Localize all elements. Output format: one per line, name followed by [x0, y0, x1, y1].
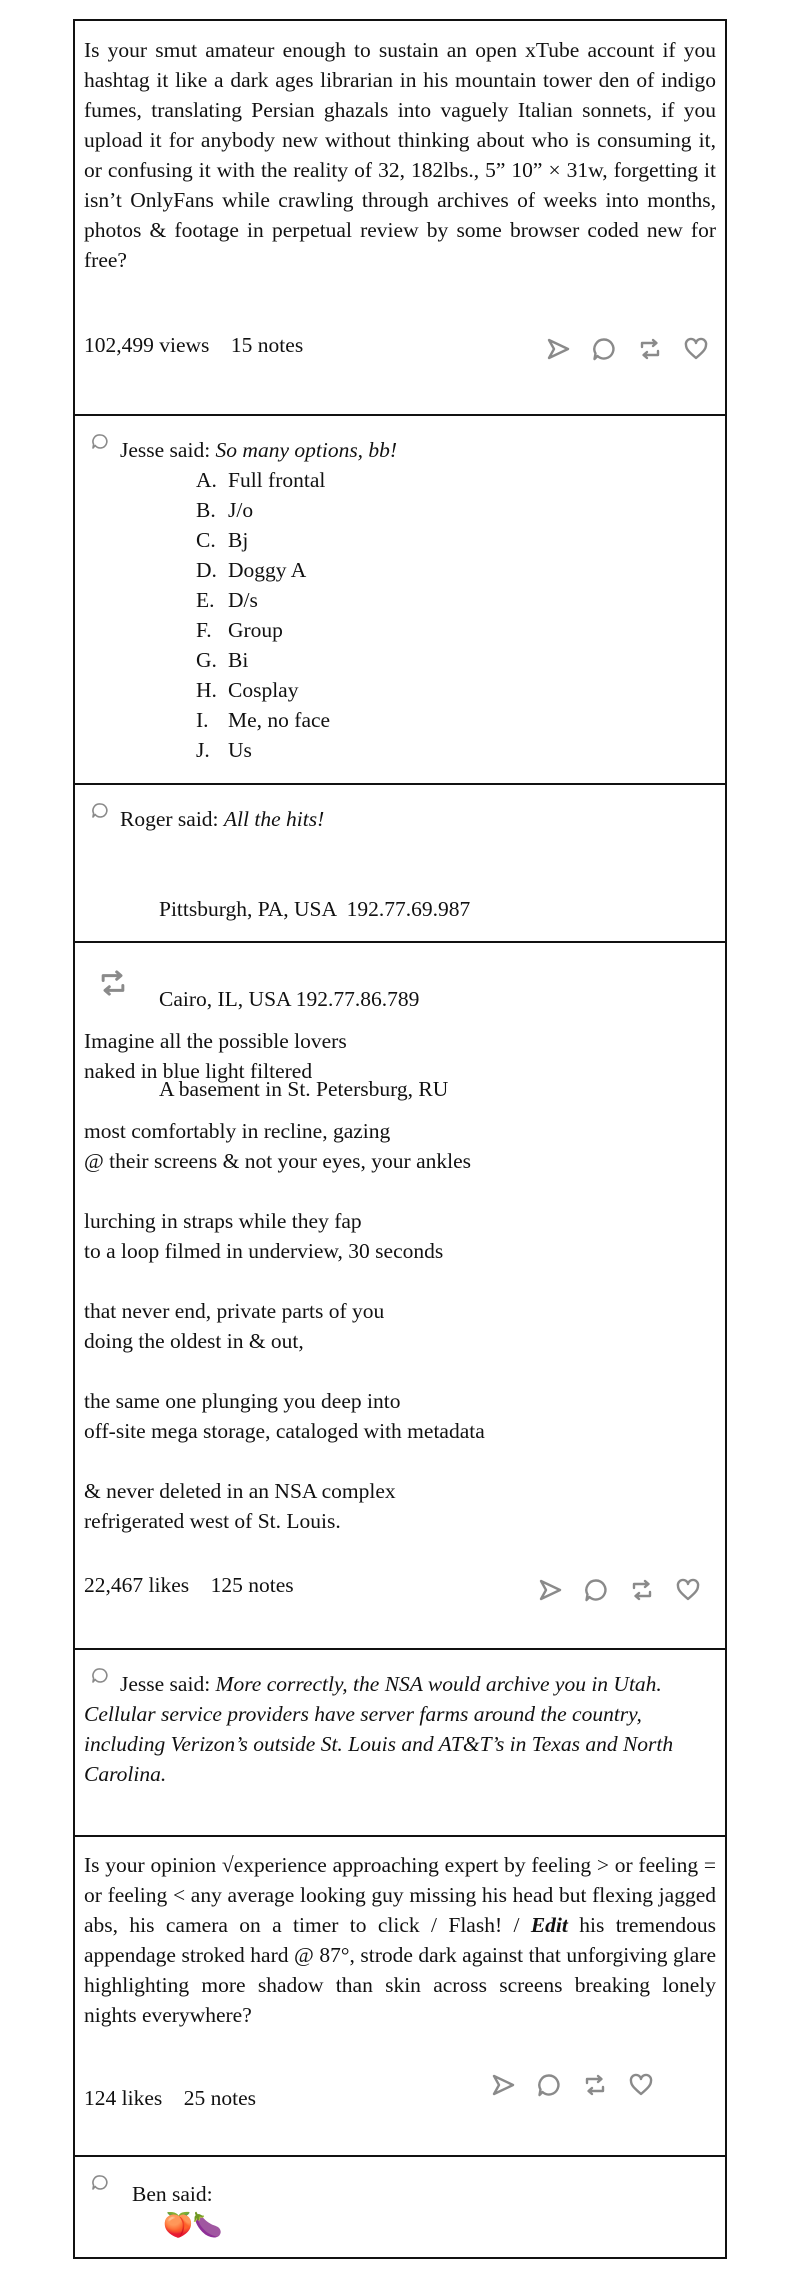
comment-body: [84, 1669, 711, 1789]
edit-emphasis: Edit: [530, 1913, 568, 1937]
emoji-reaction: 🍑🍆: [163, 2213, 223, 2239]
comment-author: Jesse said:: [120, 438, 211, 462]
poem-stanza: lurching in straps while they fap to a loop filmed in underview, 30 seconds: [84, 1209, 444, 1263]
comment-bubble-icon: [91, 433, 109, 451]
post-actions: [490, 2072, 654, 2098]
list-item: B. J/o: [196, 498, 254, 522]
comment-ben: [75, 2157, 725, 2257]
list-item: E. D/s: [196, 588, 258, 612]
poem-stanza: most comfortably in recline, gazing @ their screens & not your eyes, your ankles: [84, 1119, 471, 1173]
reblog-icon: [97, 967, 129, 999]
likes-count: 22,467 likes: [84, 1573, 190, 1597]
option-list: [196, 465, 330, 765]
list-item: G. Bi: [196, 648, 249, 672]
views-count: 102,499 views: [84, 333, 210, 357]
comment-header: [120, 435, 397, 465]
send-icon[interactable]: [545, 336, 571, 362]
notes-count[interactable]: 15 notes: [230, 333, 304, 357]
comment-author: Ben said:: [132, 2182, 213, 2206]
comment-icon[interactable]: [536, 2072, 562, 2098]
reblog-post: [75, 943, 725, 1650]
list-item: J. Us: [196, 738, 252, 762]
comment-icon[interactable]: [591, 336, 617, 362]
comment-header: [120, 804, 324, 834]
poem-stanza: Imagine all the possible lovers naked in blue light filtered: [84, 1029, 347, 1083]
list-item: H. Cosplay: [196, 678, 299, 702]
location-line: Pittsburgh, PA, USA 192.77.69.987: [159, 897, 471, 921]
send-icon[interactable]: [537, 1577, 563, 1603]
comment-bubble-icon: [91, 802, 109, 820]
page-frame: [73, 19, 727, 2259]
poem: [84, 1026, 485, 1536]
post-stats: [84, 2086, 256, 2111]
poem-stanza: & never deleted in an NSA complex refrigerated west of St. Louis.: [84, 1479, 396, 1533]
comment-quote: More correctly, the NSA would archive you in Utah. Cellular service providers have server farms around the country, including Verizon’s outside St. Louis and AT&T’s in Texas and North Carolina.: [84, 1672, 674, 1786]
notes-count[interactable]: 25 notes: [183, 2086, 256, 2110]
comment-jesse-options: [75, 416, 725, 785]
list-item: I. Me, no face: [196, 708, 331, 732]
post-stats: [84, 1573, 294, 1598]
comment-author: Jesse said:: [120, 1672, 211, 1696]
comment-jesse-nsa: [75, 1650, 725, 1837]
poem-stanza: that never end, private parts of you doing the oldest in & out,: [84, 1299, 385, 1353]
post-stats: [84, 333, 303, 358]
list-item: C. Bj: [196, 528, 249, 552]
send-icon[interactable]: [490, 2072, 516, 2098]
location-line: A basement in St. Petersburg, RU: [159, 1077, 449, 1101]
reblog-icon[interactable]: [582, 2072, 608, 2098]
post-actions: [545, 336, 709, 362]
heart-icon[interactable]: [628, 2072, 654, 2098]
notes-count[interactable]: 125 notes: [210, 1573, 294, 1597]
post-actions: [537, 1577, 701, 1603]
list-item: A. Full frontal: [196, 468, 326, 492]
heart-icon[interactable]: [675, 1577, 701, 1603]
likes-count: 124 likes: [84, 2086, 163, 2110]
list-item: F. Group: [196, 618, 283, 642]
comment-author: Roger said:: [120, 807, 219, 831]
post-xtube: [75, 21, 725, 416]
comment-icon[interactable]: [583, 1577, 609, 1603]
post-body: Is your smut amateur enough to sustain an open xTube account if you hashtag it like a dark ages librarian in his mountain tower den of indigo fumes, translating Persian ghazals into vaguely Italian sonnets, if you upload it for anybody new without thinking about who is consuming it, or confusing it with the reality of 32, 182lbs., 5” 10” × 31w, forgetting it isn’t OnlyFans while crawling through archives of weeks into months, photos & footage in perpetual review by some browser coded new for free?: [84, 38, 716, 272]
heart-icon[interactable]: [683, 336, 709, 362]
location-line: Cairo, IL, USA 192.77.86.789: [159, 987, 420, 1011]
reblog-icon[interactable]: [629, 1577, 655, 1603]
reblog-icon[interactable]: [637, 336, 663, 362]
post-opinion: [75, 1837, 725, 2157]
comment-quote: All the hits!: [223, 807, 325, 831]
poem-stanza: the same one plunging you deep into off-site mega storage, cataloged with metadata: [84, 1389, 485, 1443]
list-item: D. Doggy A: [196, 558, 307, 582]
comment-bubble-icon: [91, 2174, 109, 2192]
comment-quote: So many options, bb!: [215, 438, 398, 462]
post-body: Is your opinion √experience approaching expert by feeling > or feeling = or feeling < any average looking guy missing his head but flexing jagged abs, his camera on a timer to click / Flash! / Edit his tremendous appendage stroked hard @ 87°, strode dark against that unforgiving glare highlighting more shadow than skin across screens breaking lonely nights everywhere?: [84, 1853, 717, 2027]
